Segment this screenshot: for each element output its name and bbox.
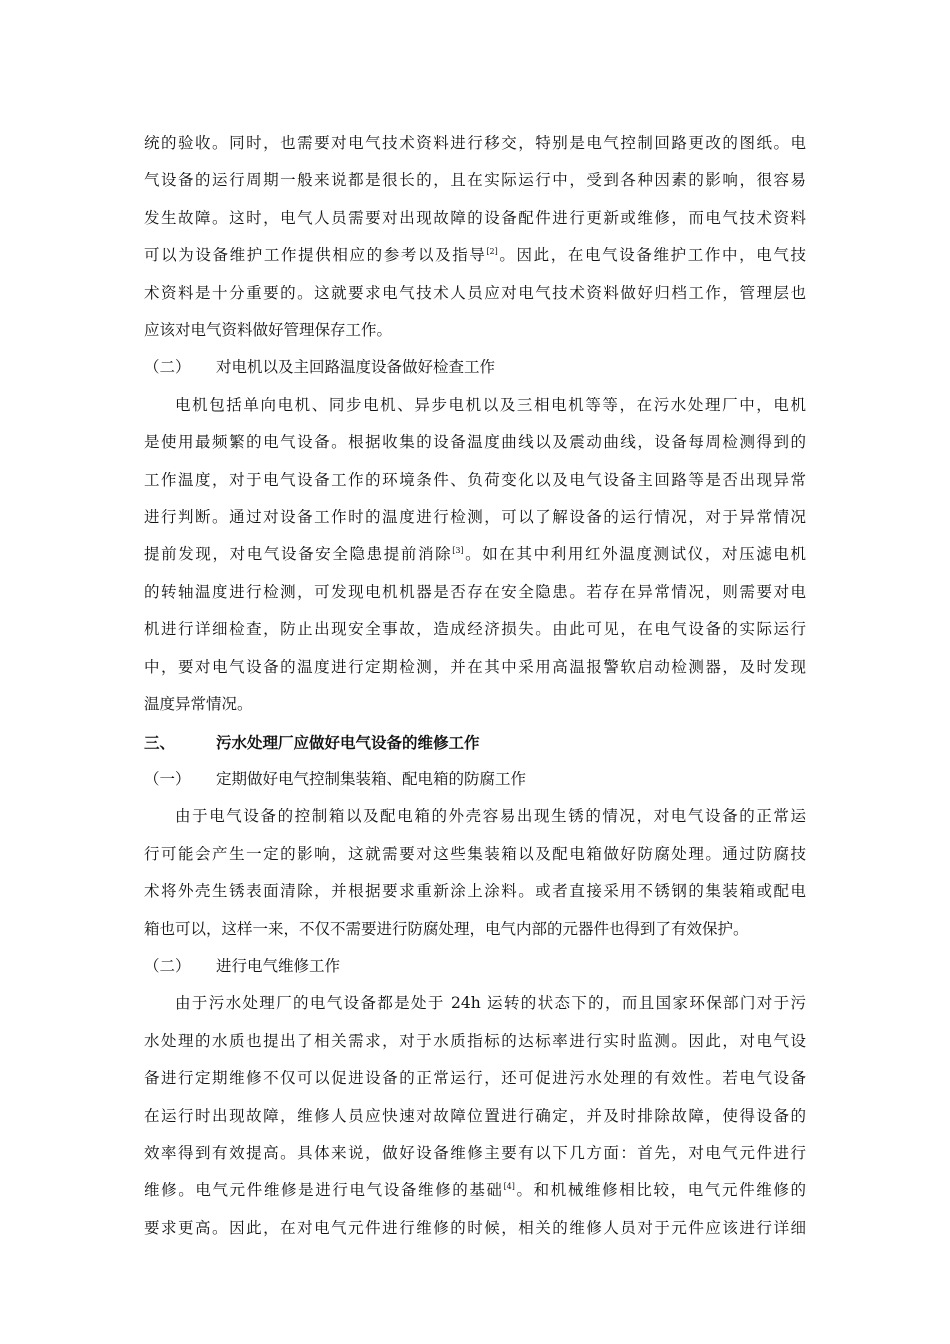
subheading-anticorrosion [144, 761, 806, 798]
subheading-text: 定期做好电气控制集装箱、配电箱的防腐工作 [216, 769, 527, 788]
paragraph-tech-docs [144, 125, 806, 349]
citation-ref: [3] [452, 546, 464, 556]
paragraph-anticorrosion [144, 798, 806, 948]
text-line: 是使用最频繁的电气设备。根据收集的设备温度曲线以及震动曲线，设备每周检测得到的 [144, 433, 806, 452]
citation-ref: [4] [503, 1182, 515, 1192]
text-line: 箱也可以，这样一来，不仅不需要进行防腐处理，电气内部的元器件也得到了有效保护。 [144, 919, 749, 938]
subheading-number: （一） [144, 769, 191, 788]
text-line: 气设备的运行周期一般来说都是很长的，且在实际运行中，受到各种因素的影响，很容易 [144, 171, 806, 190]
text-line: 备进行定期维修不仅可以促进设备的正常运行，还可促进污水处理的有效性。若电气设备 [144, 1069, 806, 1088]
text-line [144, 237, 806, 274]
text-line: 术资料是十分重要的。这就要求电气技术人员应对电气技术资料做好归档工作，管理层也 [144, 283, 806, 302]
citation-ref: [2] [486, 247, 498, 257]
section-number: 三、 [144, 732, 176, 752]
subheading-text: 进行电气维修工作 [216, 956, 341, 975]
text-line: 由于电气设备的控制箱以及配电箱的外壳容易出现生锈的情况，对电气设备的正常运 [175, 807, 806, 826]
text-line: 中，要对电气设备的温度进行定期检测，并在其中采用高温报警软启动检测器，及时发现 [144, 657, 806, 676]
section-title: 污水处理厂应做好电气设备的维修工作 [216, 732, 480, 752]
section-heading-maintenance [144, 724, 806, 761]
text-line: 术将外壳生锈表面清除，并根据要求重新涂上涂料。或者直接采用不锈钢的集装箱或配电 [144, 882, 806, 901]
text-line: 发生故障。这时，电气人员需要对出现故障的设备配件进行更新或维修，而电气技术资料 [144, 208, 806, 227]
text-line: 电机包括单向电机、同步电机、异步电机以及三相电机等等，在污水处理厂中，电机 [175, 395, 806, 414]
subheading-motor-inspection [144, 349, 806, 386]
text-line: 由于污水处理厂的电气设备都是处于 24h 运转的状态下的，而且国家环保部门对于污 [175, 994, 806, 1013]
text-segment: 。如在其中利用红外温度测试仪，对压滤电机 [463, 545, 806, 564]
text-segment: 可以为设备维护工作提供相应的参考以及指导 [144, 246, 487, 265]
text-segment: 提前发现，对电气设备安全隐患提前消除 [144, 545, 453, 564]
text-line: 要求更高。因此，在对电气元件进行维修的时候，相关的维修人员对于元件应该进行详细 [144, 1218, 806, 1237]
subheading-electrical-repair [144, 948, 806, 985]
text-line: 统的验收。同时，也需要对电气技术资料进行移交，特别是电气控制回路更改的图纸。电 [144, 134, 806, 152]
paragraph-motor-temperature [144, 387, 806, 724]
subheading-number: （二） [144, 358, 191, 377]
text-line [144, 1172, 806, 1209]
text-line: 行可能会产生一定的影响，这就需要对这些集装箱以及配电箱做好防腐处理。通过防腐技 [144, 844, 806, 863]
text-line: 效率得到有效提高。具体来说，做好设备维修主要有以下几方面：首先，对电气元件进行 [144, 1143, 806, 1162]
text-segment: 。和机械维修相比较，电气元件维修的 [514, 1181, 806, 1200]
text-line: 在运行时出现故障，维修人员应快速对故障位置进行确定，并及时排除故障，使得设备的 [144, 1106, 806, 1125]
text-line: 温度异常情况。 [144, 695, 253, 714]
subheading-text: 对电机以及主回路温度设备做好检查工作 [216, 358, 496, 377]
text-line: 水处理的水质也提出了相关需求，对于水质指标的达标率进行实时监测。因此，对电气设 [144, 1031, 806, 1050]
text-segment: 维修。电气元件维修是进行电气设备维修的基础 [144, 1181, 504, 1200]
subheading-number: （二） [144, 956, 191, 975]
text-line: 应该对电气资料做好管理保存工作。 [144, 321, 393, 340]
text-segment: 。因此，在电气设备维护工作中，电气技 [497, 246, 806, 265]
text-line: 的转轴温度进行检测，可发现电机机器是否存在安全隐患。若存在异常情况，则需要对电 [144, 582, 806, 601]
paragraph-electrical-repair [144, 985, 806, 1247]
text-line [144, 536, 806, 573]
text-line: 工作温度，对于电气设备工作的环境条件、负荷变化以及电气设备主回路等是否出现异常 [144, 470, 806, 489]
text-line: 进行判断。通过对设备工作时的温度进行检测，可以了解设备的运行情况，对于异常情况 [144, 508, 806, 527]
text-line: 机进行详细检查，防止出现安全事故，造成经济损失。由此可见，在电气设备的实际运行 [144, 620, 806, 639]
document-body [144, 125, 806, 1247]
